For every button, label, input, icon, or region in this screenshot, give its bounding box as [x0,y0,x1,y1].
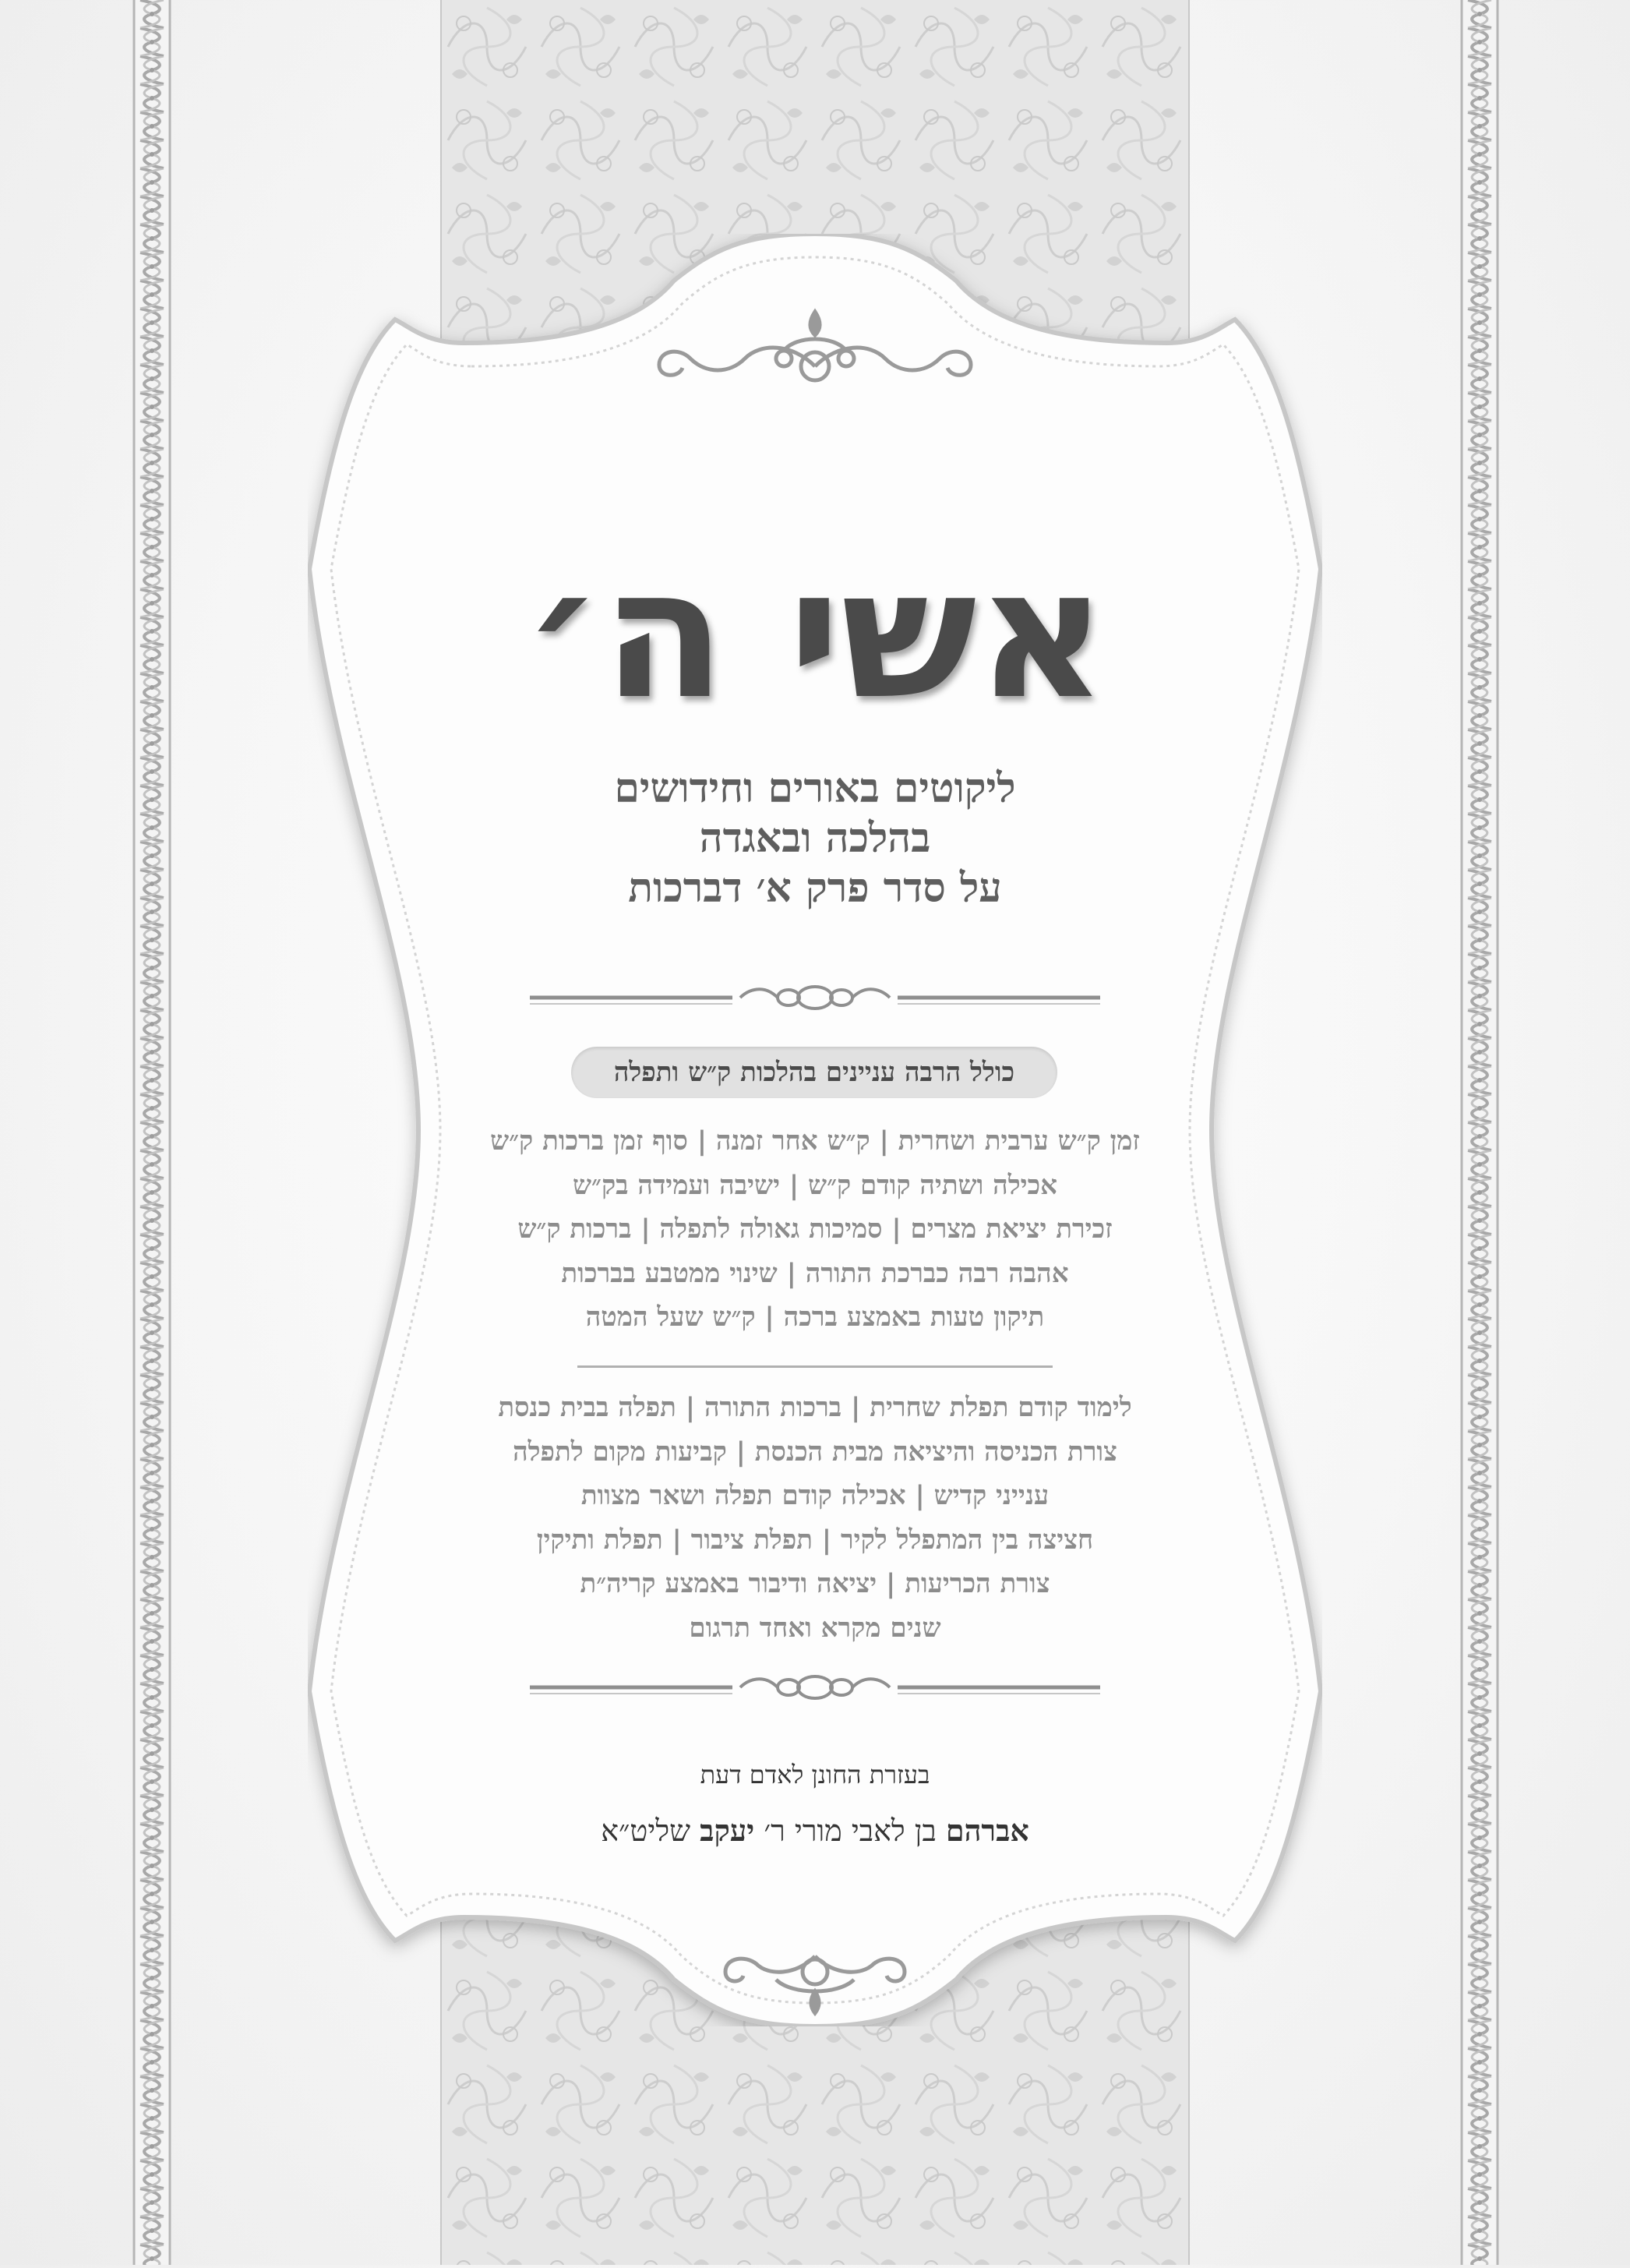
includes-label-pill: כולל הרבה עניינים בהלכות ק״ש ותפלה [571,1047,1057,1098]
topic-line: זכירת יציאת מצרים | סמיכות גאולה לתפלה | ברכות ק״ש [517,1213,1113,1245]
topic-line: אכילה ושתיה קודם ק״ש | ישיבה ועמידה בק״ש [572,1169,1057,1201]
credit-line: בעזרת החונן לאדם דעת [700,1760,930,1789]
topic-line: אהבה רבה כברכת התורה | שינוי ממטבע בברכות [561,1257,1069,1289]
topic-line: צורת הכריעות | יציאה ודיבור באמצע קריה״ת [580,1568,1050,1600]
book-title: אשי ה׳ [523,531,1107,739]
section-divider [577,1365,1053,1368]
left-rope-border [132,0,171,2265]
topic-line: זמן ק״ש ערבית ושחרית | ק״ש אחר זמנה | סוף זמן ברכות ק״ש [490,1125,1140,1157]
author-suffix: שליט״א [601,1814,691,1848]
author-middle-text: בן לאבי מורי ר׳ [764,1814,937,1848]
subtitle-line: ליקוטים באורים וחידושים [614,765,1016,812]
topic-line: תיקון טעות באמצע ברכה | ק״ש שעל המטה [585,1302,1045,1334]
subtitle [425,764,1205,913]
topic-line: צורת הכניסה והיציאה מבית הכנסת | קביעות מקום לתפלה [513,1436,1117,1468]
author-first-name: אברהם [945,1813,1029,1848]
topic-line: לימוד קודם תפלת שחרית | ברכות התורה | תפלה בבית כנסת [498,1392,1132,1423]
topics-group-2 [425,1386,1205,1651]
author-line [425,1811,1205,1851]
author-father-name: יעקב [700,1813,755,1848]
top-scroll-ornament-icon [636,304,994,390]
right-rope-border [1460,0,1499,2265]
topics-group-1 [425,1119,1205,1340]
topic-line: שנים מקרא ואחד תרגום [689,1612,941,1644]
subtitle-line: בהלכה ובאגדה [699,814,931,862]
divider-ornament-icon [530,1664,1100,1711]
topic-line: חציצה בין המתפלל לקיר | תפלת ציבור | תפלת ותיקין [536,1524,1094,1556]
topic-line: ענייני קדיש | אכילה קודם תפלה ושאר מצוות [580,1480,1050,1512]
divider-ornament-icon [530,974,1100,1021]
bottom-scroll-ornament-icon [683,1948,947,2019]
subtitle-line: על סדר פרק א׳ דברכות [628,864,1002,912]
